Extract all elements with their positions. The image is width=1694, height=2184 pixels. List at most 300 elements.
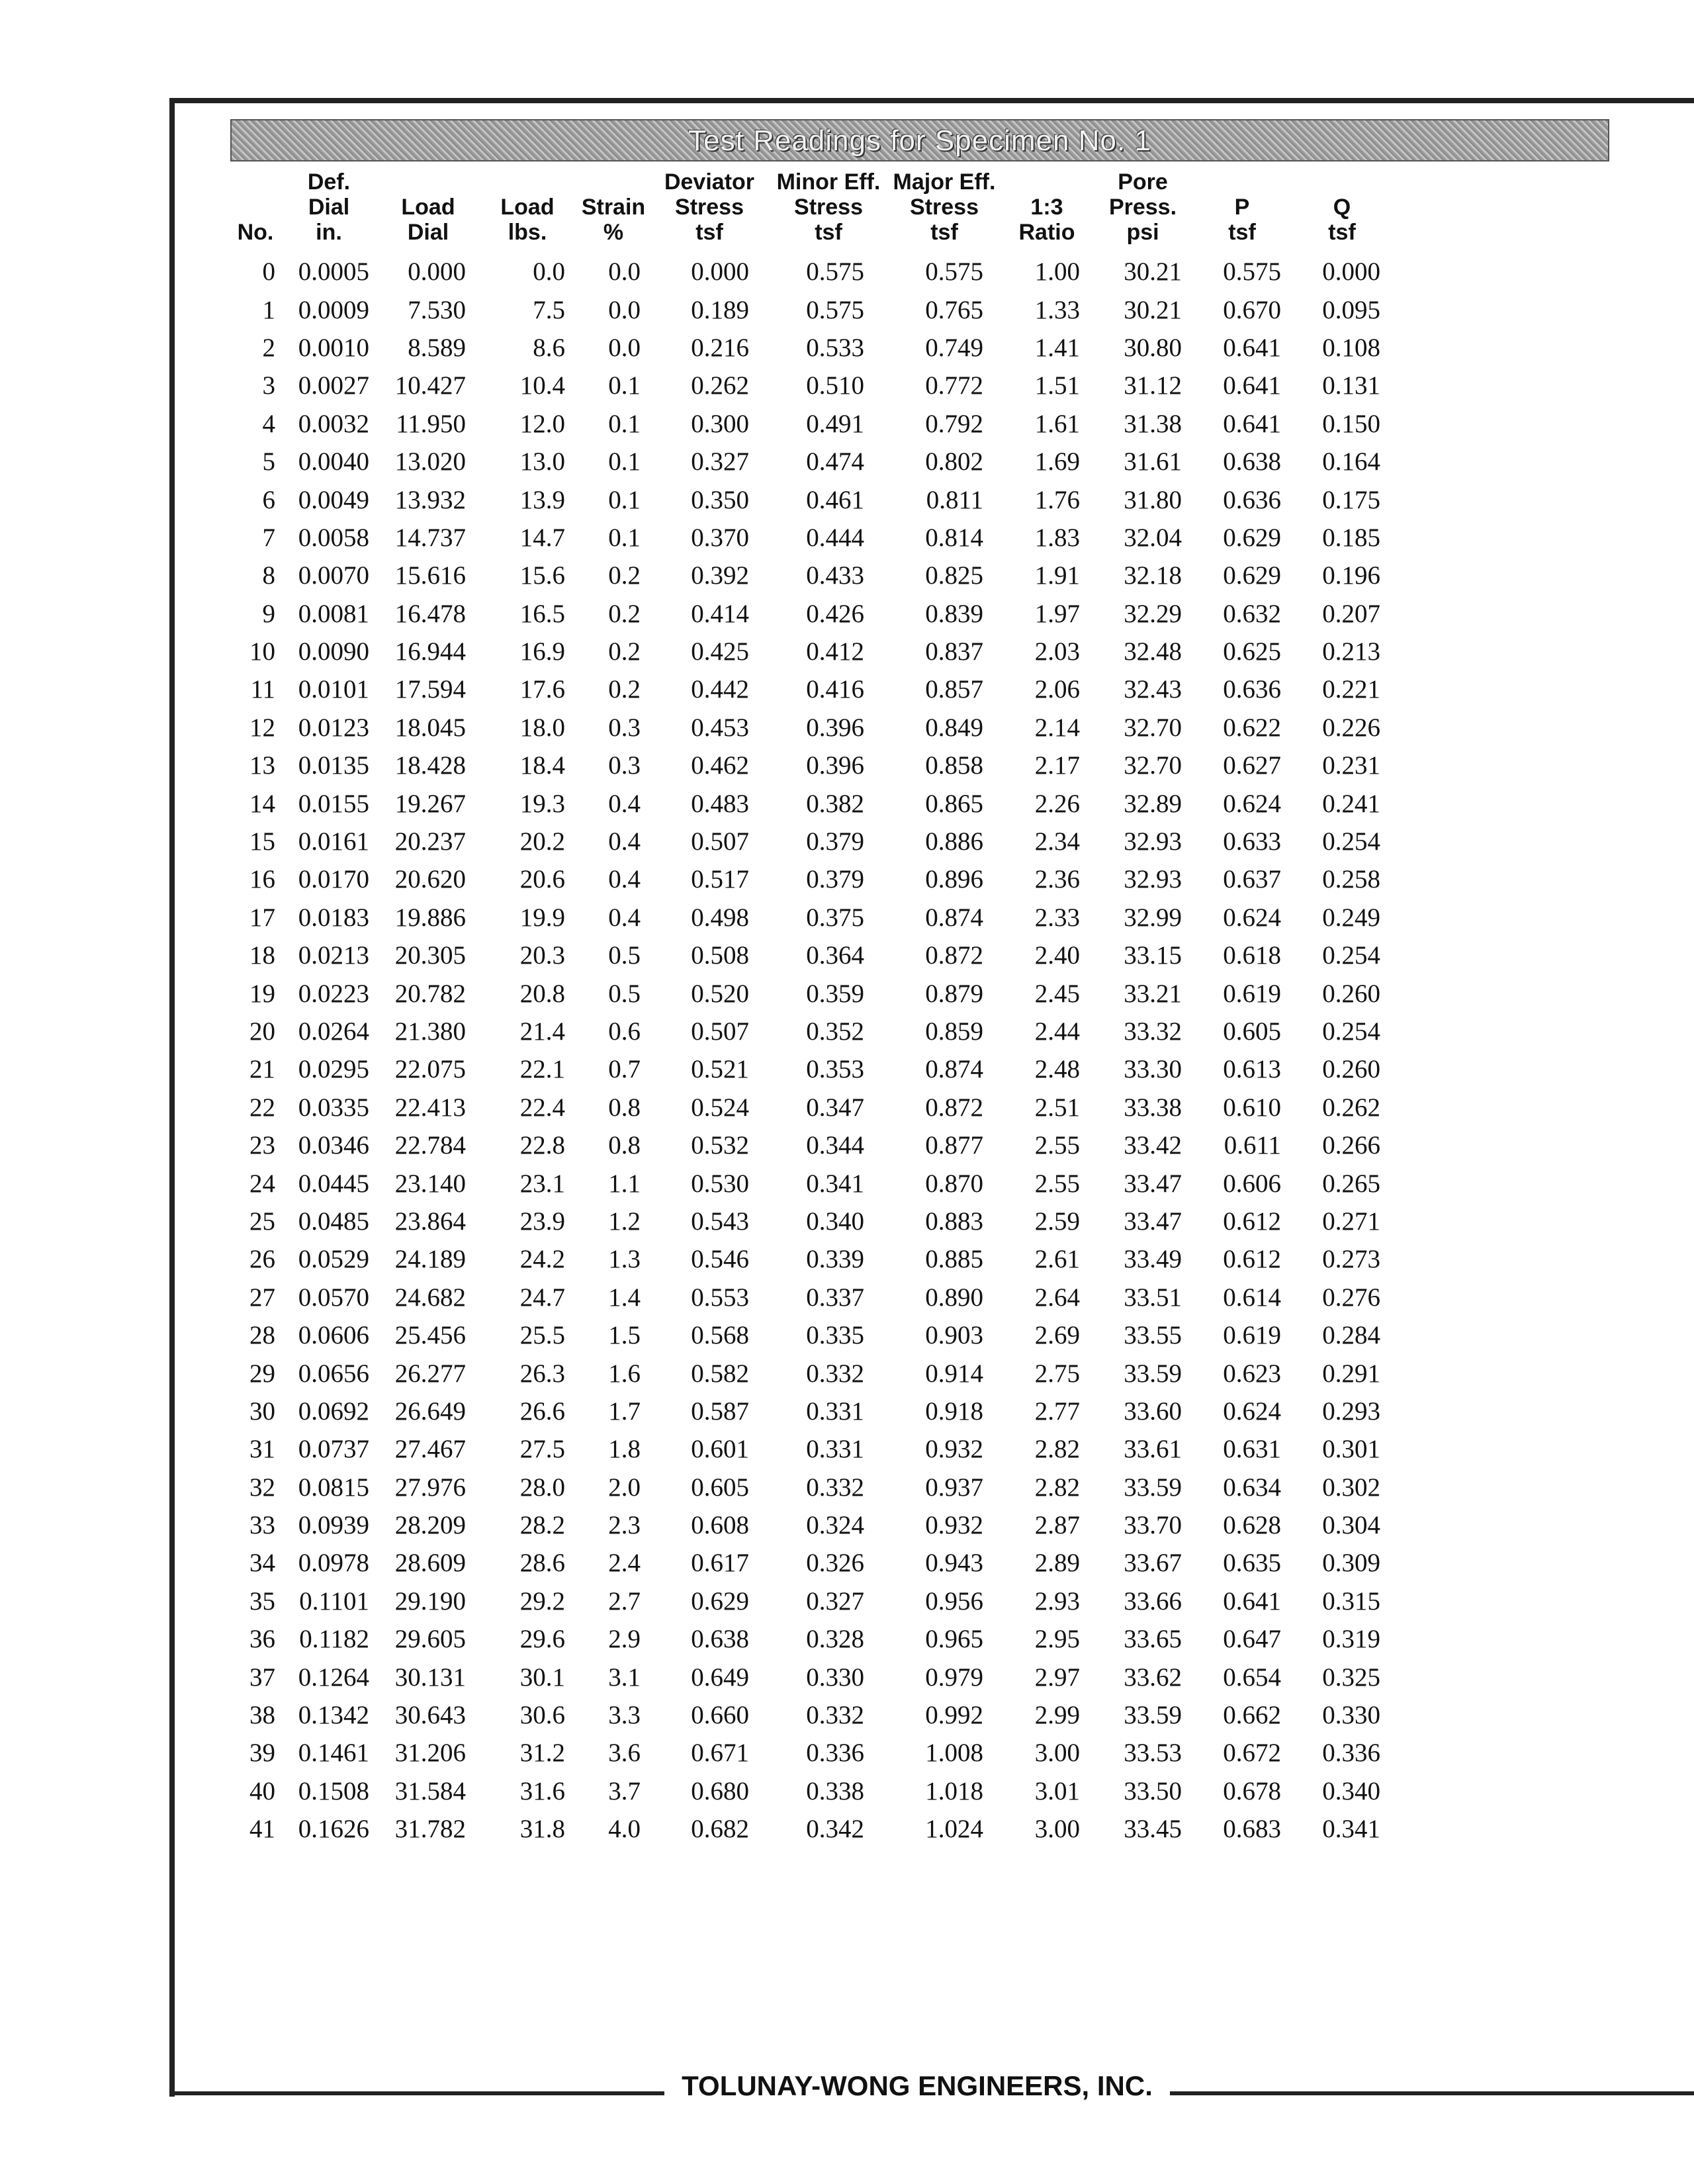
- cell-q: 0.258: [1322, 865, 1380, 894]
- cell-no: 35: [249, 1586, 275, 1615]
- cell-load-lbs: 22.8: [519, 1131, 565, 1160]
- table-row: [232, 1734, 1392, 1772]
- cell-q: 0.164: [1322, 447, 1380, 477]
- cell-load-lbs: 17.6: [519, 675, 565, 704]
- cell-no: 22: [249, 1093, 275, 1122]
- table-row: [232, 936, 1392, 974]
- cell-load-dial: 24.682: [394, 1283, 466, 1312]
- cell-ratio: 2.61: [1034, 1245, 1080, 1274]
- cell-strain: 0.3: [608, 713, 641, 742]
- cell-strain: 0.4: [608, 865, 641, 894]
- cell-no: 37: [249, 1662, 275, 1692]
- cell-pore-press: 33.21: [1124, 979, 1182, 1008]
- cell-load-dial: 22.784: [394, 1131, 466, 1160]
- cell-pore-press: 33.50: [1124, 1776, 1182, 1805]
- cell-no: 15: [249, 827, 275, 856]
- cell-load-dial: 13.020: [394, 447, 466, 477]
- cell-pore-press: 30.21: [1124, 257, 1182, 287]
- cell-pore-press: 32.70: [1124, 713, 1182, 742]
- cell-load-lbs: 22.4: [519, 1093, 565, 1122]
- cell-pore-press: 33.61: [1124, 1435, 1182, 1464]
- cell-def-dial: 0.0009: [298, 295, 369, 324]
- cell-ratio: 1.33: [1034, 295, 1080, 324]
- cell-no: 7: [262, 523, 275, 552]
- cell-q: 0.249: [1322, 903, 1380, 932]
- cell-no: 5: [262, 447, 275, 477]
- cell-p: 0.629: [1223, 561, 1281, 590]
- cell-minor-eff-stress: 0.416: [806, 675, 864, 704]
- header-deviator-stress: Deviator Stress tsf: [664, 169, 755, 245]
- cell-deviator-stress: 0.638: [691, 1625, 749, 1654]
- cell-minor-eff-stress: 0.396: [806, 751, 864, 780]
- cell-no: 26: [249, 1245, 275, 1274]
- cell-pore-press: 33.30: [1124, 1055, 1182, 1084]
- cell-strain: 2.4: [608, 1549, 641, 1578]
- cell-ratio: 2.87: [1034, 1511, 1080, 1540]
- table-row: [232, 1240, 1392, 1278]
- cell-p: 0.641: [1223, 1586, 1281, 1615]
- cell-minor-eff-stress: 0.326: [806, 1549, 864, 1578]
- cell-deviator-stress: 0.608: [691, 1511, 749, 1540]
- cell-load-dial: 31.584: [394, 1776, 466, 1805]
- cell-p: 0.619: [1223, 979, 1281, 1008]
- cell-pore-press: 30.21: [1124, 295, 1182, 324]
- table-row: [232, 443, 1392, 480]
- cell-load-lbs: 20.3: [519, 941, 565, 970]
- cell-minor-eff-stress: 0.575: [806, 257, 864, 287]
- cell-major-eff-stress: 0.885: [925, 1245, 983, 1274]
- cell-deviator-stress: 0.507: [691, 827, 749, 856]
- header-q: Q tsf: [1328, 195, 1356, 245]
- cell-load-dial: 18.045: [394, 713, 466, 742]
- cell-q: 0.315: [1322, 1586, 1380, 1615]
- cell-load-lbs: 29.6: [519, 1625, 565, 1654]
- cell-pore-press: 32.89: [1124, 789, 1182, 818]
- cell-deviator-stress: 0.543: [691, 1206, 749, 1236]
- header-load-lbs: Load lbs.: [500, 195, 555, 245]
- cell-minor-eff-stress: 0.353: [806, 1055, 864, 1084]
- cell-pore-press: 32.70: [1124, 751, 1182, 780]
- cell-pore-press: 33.65: [1124, 1625, 1182, 1654]
- cell-no: 12: [249, 713, 275, 742]
- cell-deviator-stress: 0.483: [691, 789, 749, 818]
- cell-pore-press: 30.80: [1124, 333, 1182, 362]
- table-row: [232, 557, 1392, 594]
- table-row: [232, 291, 1392, 328]
- cell-ratio: 2.45: [1034, 979, 1080, 1008]
- cell-load-dial: 30.643: [394, 1701, 466, 1730]
- cell-load-lbs: 23.9: [519, 1206, 565, 1236]
- cell-def-dial: 0.1342: [298, 1701, 369, 1730]
- cell-ratio: 1.91: [1034, 561, 1080, 590]
- cell-q: 0.213: [1322, 637, 1380, 666]
- cell-load-dial: 27.467: [394, 1435, 466, 1464]
- cell-strain: 2.0: [608, 1473, 641, 1502]
- cell-pore-press: 31.61: [1124, 447, 1182, 477]
- cell-def-dial: 0.0264: [298, 1017, 369, 1046]
- cell-load-lbs: 13.9: [519, 485, 565, 514]
- cell-load-dial: 20.305: [394, 941, 466, 970]
- readings-table: [232, 169, 1392, 1848]
- cell-strain: 0.4: [608, 827, 641, 856]
- cell-p: 0.614: [1223, 1283, 1281, 1312]
- cell-load-lbs: 28.6: [519, 1549, 565, 1578]
- cell-strain: 0.2: [608, 675, 641, 704]
- cell-load-lbs: 24.7: [519, 1283, 565, 1312]
- cell-p: 0.628: [1223, 1511, 1281, 1540]
- cell-no: 2: [262, 333, 275, 362]
- cell-q: 0.262: [1322, 1093, 1380, 1122]
- cell-major-eff-stress: 0.802: [925, 447, 983, 477]
- cell-p: 0.637: [1223, 865, 1281, 894]
- cell-ratio: 2.93: [1034, 1586, 1080, 1615]
- cell-deviator-stress: 0.517: [691, 865, 749, 894]
- cell-minor-eff-stress: 0.364: [806, 941, 864, 970]
- cell-strain: 0.0: [608, 257, 641, 287]
- cell-load-dial: 8.589: [408, 333, 466, 362]
- cell-major-eff-stress: 0.877: [925, 1131, 983, 1160]
- cell-p: 0.635: [1223, 1549, 1281, 1578]
- cell-deviator-stress: 0.462: [691, 751, 749, 780]
- cell-major-eff-stress: 0.932: [925, 1435, 983, 1464]
- cell-q: 0.284: [1322, 1321, 1380, 1350]
- cell-q: 0.304: [1322, 1511, 1380, 1540]
- page-title: Test Readings for Specimen No. 1: [688, 124, 1151, 157]
- cell-deviator-stress: 0.553: [691, 1283, 749, 1312]
- cell-def-dial: 0.0049: [298, 485, 369, 514]
- cell-load-lbs: 18.4: [519, 751, 565, 780]
- cell-strain: 0.8: [608, 1131, 641, 1160]
- table-row: [232, 1506, 1392, 1544]
- cell-major-eff-stress: 0.870: [925, 1169, 983, 1198]
- title-banner: [230, 119, 1609, 161]
- cell-strain: 0.1: [608, 409, 641, 438]
- cell-minor-eff-stress: 0.379: [806, 865, 864, 894]
- cell-deviator-stress: 0.442: [691, 675, 749, 704]
- cell-pore-press: 33.55: [1124, 1321, 1182, 1350]
- cell-no: 19: [249, 979, 275, 1008]
- header-minor-eff-stress: Minor Eff. Stress tsf: [776, 169, 881, 245]
- cell-major-eff-stress: 0.932: [925, 1511, 983, 1540]
- cell-minor-eff-stress: 0.412: [806, 637, 864, 666]
- cell-pore-press: 32.93: [1124, 865, 1182, 894]
- cell-load-dial: 0.000: [408, 257, 466, 287]
- cell-major-eff-stress: 1.018: [925, 1776, 983, 1805]
- cell-q: 0.319: [1322, 1625, 1380, 1654]
- cell-ratio: 2.59: [1034, 1206, 1080, 1236]
- cell-major-eff-stress: 0.937: [925, 1473, 983, 1502]
- cell-no: 34: [249, 1549, 275, 1578]
- cell-minor-eff-stress: 0.352: [806, 1017, 864, 1046]
- header-ratio: 1:3 Ratio: [1018, 195, 1075, 245]
- cell-def-dial: 0.1264: [298, 1662, 369, 1692]
- cell-strain: 1.2: [608, 1206, 641, 1236]
- cell-strain: 0.1: [608, 485, 641, 514]
- cell-strain: 0.1: [608, 523, 641, 552]
- cell-ratio: 1.41: [1034, 333, 1080, 362]
- cell-minor-eff-stress: 0.332: [806, 1359, 864, 1388]
- cell-deviator-stress: 0.521: [691, 1055, 749, 1084]
- table-row: [232, 747, 1392, 784]
- cell-pore-press: 33.45: [1124, 1815, 1182, 1844]
- cell-load-lbs: 10.4: [519, 371, 565, 400]
- cell-minor-eff-stress: 0.331: [806, 1396, 864, 1426]
- cell-minor-eff-stress: 0.474: [806, 447, 864, 477]
- cell-p: 0.631: [1223, 1435, 1281, 1464]
- cell-def-dial: 0.0101: [298, 675, 369, 704]
- cell-load-dial: 16.944: [394, 637, 466, 666]
- cell-p: 0.672: [1223, 1739, 1281, 1768]
- cell-major-eff-stress: 0.886: [925, 827, 983, 856]
- cell-minor-eff-stress: 0.340: [806, 1206, 864, 1236]
- cell-load-lbs: 16.5: [519, 599, 565, 628]
- cell-ratio: 2.69: [1034, 1321, 1080, 1350]
- cell-ratio: 1.00: [1034, 257, 1080, 287]
- cell-ratio: 1.61: [1034, 409, 1080, 438]
- cell-def-dial: 0.0939: [298, 1511, 369, 1540]
- table-row: [232, 709, 1392, 747]
- cell-load-lbs: 18.0: [519, 713, 565, 742]
- cell-pore-press: 33.59: [1124, 1473, 1182, 1502]
- cell-load-dial: 30.131: [394, 1662, 466, 1692]
- cell-def-dial: 0.0155: [298, 789, 369, 818]
- table-row: [232, 405, 1392, 443]
- cell-q: 0.231: [1322, 751, 1380, 780]
- cell-load-dial: 21.380: [394, 1017, 466, 1046]
- cell-deviator-stress: 0.520: [691, 979, 749, 1008]
- cell-ratio: 2.26: [1034, 789, 1080, 818]
- cell-def-dial: 0.0570: [298, 1283, 369, 1312]
- cell-no: 1: [262, 295, 275, 324]
- cell-minor-eff-stress: 0.335: [806, 1321, 864, 1350]
- table-row: [232, 1810, 1392, 1848]
- cell-p: 0.618: [1223, 941, 1281, 970]
- cell-def-dial: 0.0295: [298, 1055, 369, 1084]
- cell-q: 0.000: [1322, 257, 1380, 287]
- cell-strain: 0.2: [608, 599, 641, 628]
- table-row: [232, 899, 1392, 936]
- cell-def-dial: 0.0027: [298, 371, 369, 400]
- cell-def-dial: 0.0081: [298, 599, 369, 628]
- table-row: [232, 253, 1392, 291]
- cell-pore-press: 32.18: [1124, 561, 1182, 590]
- cell-deviator-stress: 0.524: [691, 1093, 749, 1122]
- cell-pore-press: 33.15: [1124, 941, 1182, 970]
- cell-strain: 1.4: [608, 1283, 641, 1312]
- cell-major-eff-stress: 0.965: [925, 1625, 983, 1654]
- cell-deviator-stress: 0.532: [691, 1131, 749, 1160]
- cell-q: 0.336: [1322, 1739, 1380, 1768]
- cell-load-lbs: 12.0: [519, 409, 565, 438]
- cell-minor-eff-stress: 0.332: [806, 1473, 864, 1502]
- cell-def-dial: 0.0213: [298, 941, 369, 970]
- cell-ratio: 2.51: [1034, 1093, 1080, 1122]
- cell-no: 39: [249, 1739, 275, 1768]
- table-row: [232, 1544, 1392, 1582]
- cell-def-dial: 0.0815: [298, 1473, 369, 1502]
- table-body: [232, 253, 1392, 1848]
- cell-p: 0.638: [1223, 447, 1281, 477]
- cell-p: 0.623: [1223, 1359, 1281, 1388]
- cell-pore-press: 31.80: [1124, 485, 1182, 514]
- cell-p: 0.612: [1223, 1245, 1281, 1274]
- cell-load-dial: 20.782: [394, 979, 466, 1008]
- table-row: [232, 1050, 1392, 1088]
- cell-no: 25: [249, 1206, 275, 1236]
- cell-q: 0.341: [1322, 1815, 1380, 1844]
- cell-deviator-stress: 0.508: [691, 941, 749, 970]
- cell-q: 0.291: [1322, 1359, 1380, 1388]
- cell-load-lbs: 20.8: [519, 979, 565, 1008]
- cell-q: 0.095: [1322, 295, 1380, 324]
- cell-load-lbs: 20.2: [519, 827, 565, 856]
- cell-q: 0.309: [1322, 1549, 1380, 1578]
- cell-major-eff-stress: 0.874: [925, 1055, 983, 1084]
- cell-def-dial: 0.0005: [298, 257, 369, 287]
- cell-ratio: 1.97: [1034, 599, 1080, 628]
- cell-q: 0.293: [1322, 1396, 1380, 1426]
- cell-minor-eff-stress: 0.575: [806, 295, 864, 324]
- cell-strain: 1.6: [608, 1359, 641, 1388]
- cell-strain: 0.0: [608, 333, 641, 362]
- cell-no: 30: [249, 1396, 275, 1426]
- cell-no: 18: [249, 941, 275, 970]
- cell-p: 0.683: [1223, 1815, 1281, 1844]
- cell-load-lbs: 19.9: [519, 903, 565, 932]
- cell-deviator-stress: 0.327: [691, 447, 749, 477]
- table-row: [232, 1126, 1392, 1164]
- cell-deviator-stress: 0.587: [691, 1396, 749, 1426]
- cell-major-eff-stress: 0.811: [926, 485, 983, 514]
- cell-deviator-stress: 0.568: [691, 1321, 749, 1350]
- cell-no: 10: [249, 637, 275, 666]
- cell-minor-eff-stress: 0.324: [806, 1511, 864, 1540]
- cell-no: 6: [262, 485, 275, 514]
- company-name: TOLUNAY-WONG ENGINEERS, INC.: [682, 2070, 1153, 2101]
- cell-def-dial: 0.0058: [298, 523, 369, 552]
- cell-deviator-stress: 0.530: [691, 1169, 749, 1198]
- cell-load-lbs: 30.6: [519, 1701, 565, 1730]
- cell-ratio: 3.01: [1034, 1776, 1080, 1805]
- cell-deviator-stress: 0.660: [691, 1701, 749, 1730]
- cell-pore-press: 32.99: [1124, 903, 1182, 932]
- cell-def-dial: 0.1461: [298, 1739, 369, 1768]
- cell-pore-press: 32.29: [1124, 599, 1182, 628]
- cell-minor-eff-stress: 0.331: [806, 1435, 864, 1464]
- cell-no: 21: [249, 1055, 275, 1084]
- cell-deviator-stress: 0.629: [691, 1586, 749, 1615]
- table-row: [232, 519, 1392, 557]
- cell-no: 20: [249, 1017, 275, 1046]
- cell-deviator-stress: 0.392: [691, 561, 749, 590]
- table-row: [232, 1469, 1392, 1506]
- cell-load-lbs: 26.3: [519, 1359, 565, 1388]
- cell-q: 0.273: [1322, 1245, 1380, 1274]
- cell-major-eff-stress: 0.879: [925, 979, 983, 1008]
- cell-major-eff-stress: 0.772: [925, 371, 983, 400]
- cell-no: 41: [249, 1815, 275, 1844]
- cell-load-dial: 27.976: [394, 1473, 466, 1502]
- cell-load-lbs: 8.6: [533, 333, 565, 362]
- cell-major-eff-stress: 0.956: [925, 1586, 983, 1615]
- cell-no: 16: [249, 865, 275, 894]
- cell-def-dial: 0.0606: [298, 1321, 369, 1350]
- cell-strain: 2.3: [608, 1511, 641, 1540]
- cell-pore-press: 31.38: [1124, 409, 1182, 438]
- cell-no: 40: [249, 1776, 275, 1805]
- cell-q: 0.207: [1322, 599, 1380, 628]
- cell-load-lbs: 28.0: [519, 1473, 565, 1502]
- cell-p: 0.633: [1223, 827, 1281, 856]
- cell-def-dial: 0.0445: [298, 1169, 369, 1198]
- cell-q: 0.340: [1322, 1776, 1380, 1805]
- cell-load-lbs: 23.1: [519, 1169, 565, 1198]
- cell-pore-press: 31.12: [1124, 371, 1182, 400]
- cell-no: 8: [262, 561, 275, 590]
- cell-minor-eff-stress: 0.332: [806, 1701, 864, 1730]
- cell-load-dial: 11.950: [396, 409, 466, 438]
- cell-strain: 0.4: [608, 789, 641, 818]
- cell-def-dial: 0.0135: [298, 751, 369, 780]
- cell-q: 0.226: [1322, 713, 1380, 742]
- cell-ratio: 2.17: [1034, 751, 1080, 780]
- cell-load-dial: 20.620: [394, 865, 466, 894]
- cell-strain: 0.3: [608, 751, 641, 780]
- cell-strain: 0.6: [608, 1017, 641, 1046]
- cell-ratio: 2.14: [1034, 713, 1080, 742]
- cell-deviator-stress: 0.582: [691, 1359, 749, 1388]
- cell-minor-eff-stress: 0.338: [806, 1776, 864, 1805]
- cell-strain: 1.7: [608, 1396, 641, 1426]
- cell-p: 0.624: [1223, 1396, 1281, 1426]
- frame-top-border: [169, 98, 1694, 103]
- cell-def-dial: 0.0978: [298, 1549, 369, 1578]
- footer-rule-right: [1170, 2091, 1694, 2095]
- cell-load-lbs: 29.2: [519, 1586, 565, 1615]
- cell-ratio: 2.55: [1034, 1169, 1080, 1198]
- cell-strain: 1.3: [608, 1245, 641, 1274]
- cell-q: 0.265: [1322, 1169, 1380, 1198]
- cell-def-dial: 0.1182: [299, 1625, 369, 1654]
- cell-pore-press: 33.59: [1124, 1701, 1182, 1730]
- cell-p: 0.647: [1223, 1625, 1281, 1654]
- frame-left-border: [169, 98, 175, 2097]
- cell-p: 0.613: [1223, 1055, 1281, 1084]
- header-p: P tsf: [1228, 195, 1256, 245]
- cell-major-eff-stress: 0.979: [925, 1662, 983, 1692]
- table-row: [232, 784, 1392, 822]
- cell-pore-press: 33.67: [1124, 1549, 1182, 1578]
- cell-strain: 0.2: [608, 637, 641, 666]
- cell-q: 0.330: [1322, 1701, 1380, 1730]
- cell-strain: 0.2: [608, 561, 641, 590]
- cell-no: 4: [262, 409, 275, 438]
- cell-major-eff-stress: 1.008: [925, 1739, 983, 1768]
- cell-load-dial: 24.189: [394, 1245, 466, 1274]
- cell-p: 0.654: [1223, 1662, 1281, 1692]
- cell-minor-eff-stress: 0.336: [806, 1739, 864, 1768]
- cell-q: 0.131: [1322, 371, 1380, 400]
- cell-def-dial: 0.0161: [298, 827, 369, 856]
- table-row: [232, 1430, 1392, 1468]
- cell-major-eff-stress: 1.024: [925, 1815, 983, 1844]
- table-row: [232, 1354, 1392, 1392]
- header-def-dial: Def. Dial in.: [307, 169, 351, 245]
- cell-deviator-stress: 0.414: [691, 599, 749, 628]
- cell-q: 0.260: [1322, 979, 1380, 1008]
- cell-ratio: 2.82: [1034, 1435, 1080, 1464]
- table-header-row: [232, 169, 1392, 253]
